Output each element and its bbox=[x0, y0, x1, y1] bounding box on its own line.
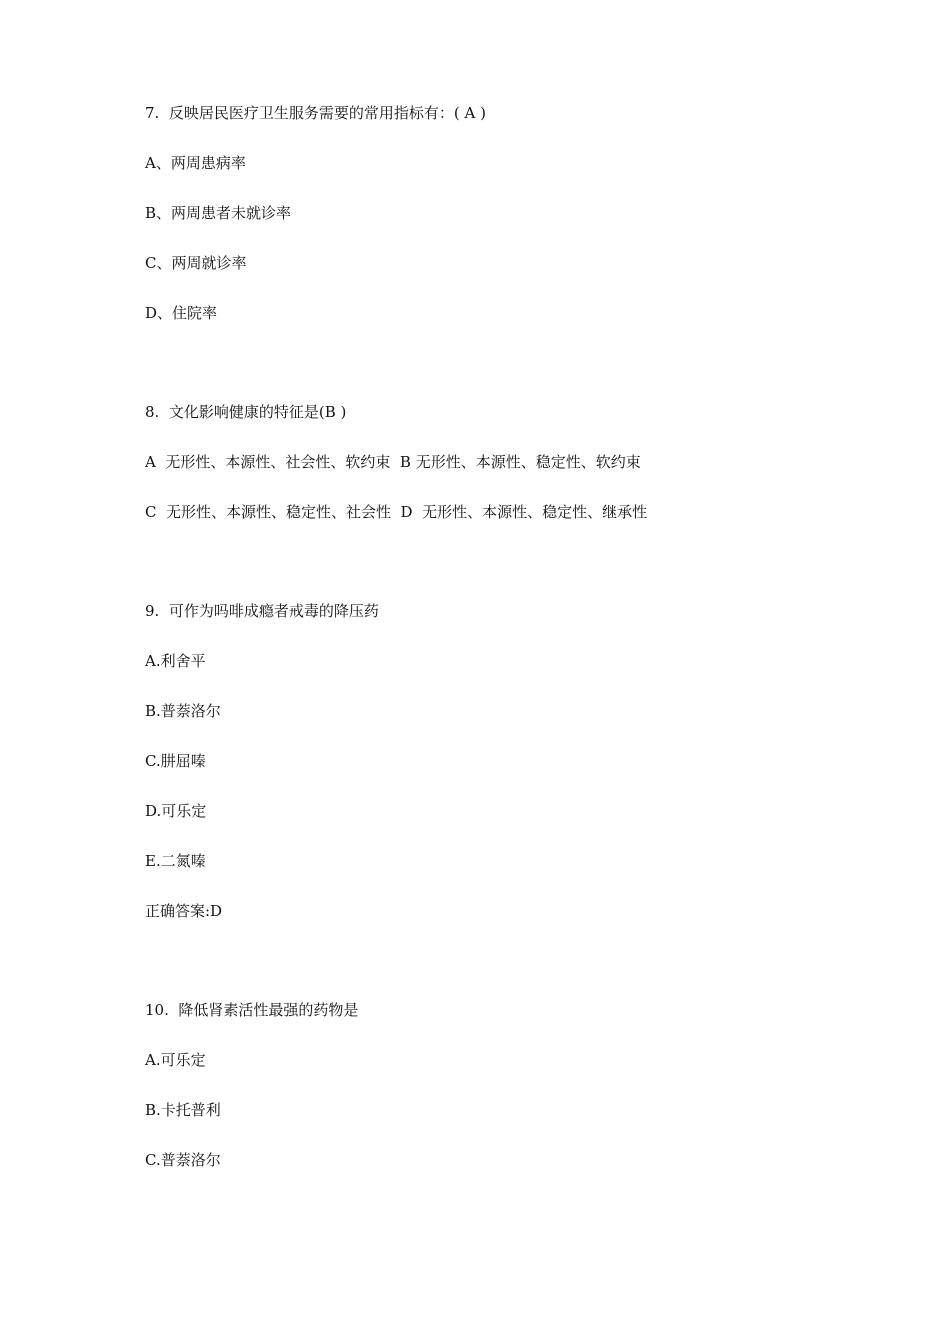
question-8-stem: 8. 文化影响健康的特征是(B ) bbox=[145, 403, 347, 421]
question-10-option-c: C.普萘洛尔 bbox=[145, 1151, 221, 1169]
question-10-stem: 10. 降低肾素活性最强的药物是 bbox=[145, 1001, 359, 1019]
question-9-answer: 正确答案:D bbox=[145, 902, 223, 920]
question-7-option-b: B、两周患者未就诊率 bbox=[145, 204, 292, 222]
question-9-option-e: E.二氮嗪 bbox=[145, 852, 206, 870]
question-7-stem: 7. 反映居民医疗卫生服务需要的常用指标有：( A ) bbox=[145, 104, 486, 122]
question-8-options-cd: C 无形性、本源性、稳定性、社会性 D 无形性、本源性、稳定性、继承性 bbox=[145, 503, 648, 521]
question-8-options-ab: A 无形性、本源性、社会性、软约束 B 无形性、本源性、稳定性、软约束 bbox=[145, 453, 641, 471]
question-9-stem: 9. 可作为吗啡成瘾者戒毒的降压药 bbox=[145, 602, 379, 620]
question-9-option-d: D.可乐定 bbox=[145, 802, 207, 820]
question-7-option-c: C、两周就诊率 bbox=[145, 254, 247, 272]
question-10-option-b: B.卡托普利 bbox=[145, 1101, 221, 1119]
question-7-option-d: D、住院率 bbox=[145, 304, 218, 322]
question-9-option-a: A.利舍平 bbox=[145, 652, 206, 670]
question-7-option-a: A、两周患病率 bbox=[145, 154, 246, 172]
question-9-option-b: B.普萘洛尔 bbox=[145, 702, 221, 720]
question-10-option-a: A.可乐定 bbox=[145, 1051, 206, 1069]
question-9-option-c: C.肼屈嗪 bbox=[145, 752, 206, 770]
